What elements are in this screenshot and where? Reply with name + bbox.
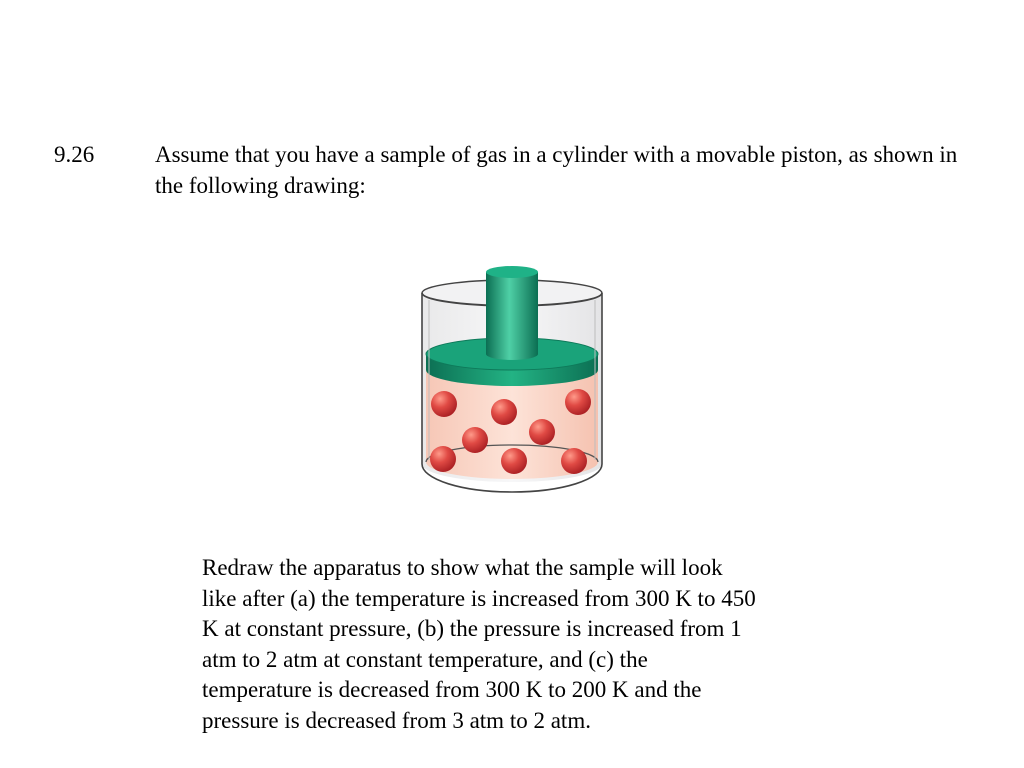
- question-line: Redraw the apparatus to show what the sample will look: [202, 555, 723, 580]
- piston-rod: [486, 272, 538, 360]
- question-text: [202, 553, 842, 737]
- gas-molecule: [565, 389, 591, 415]
- question-line: like after (a) the temperature is increased from 300 K to 450: [202, 585, 756, 611]
- gas-molecule: [430, 446, 456, 472]
- question-line: pressure is decreased from 3 atm to 2 atm.: [202, 707, 591, 733]
- problem-number: 9.26: [54, 142, 95, 167]
- question-line: temperature is decreased from 300 K to 200 K and the: [202, 677, 702, 703]
- gas-molecule: [431, 391, 457, 417]
- piston-rod-top: [486, 266, 538, 278]
- piston-cylinder-figure: [410, 262, 615, 502]
- gas-molecule: [501, 448, 527, 474]
- gas-molecule: [561, 448, 587, 474]
- problem-statement: Assume that you have a sample of gas in a cylinder with a movable piston, as shown in the following drawing:: [155, 142, 958, 198]
- gas-molecule: [462, 427, 488, 453]
- gas-molecule: [491, 399, 517, 425]
- gas-molecule: [529, 419, 555, 445]
- question-line: K at constant pressure, (b) the pressure is increased from 1: [202, 616, 742, 642]
- question-line: atm to 2 atm at constant temperature, and (c) the: [202, 646, 648, 672]
